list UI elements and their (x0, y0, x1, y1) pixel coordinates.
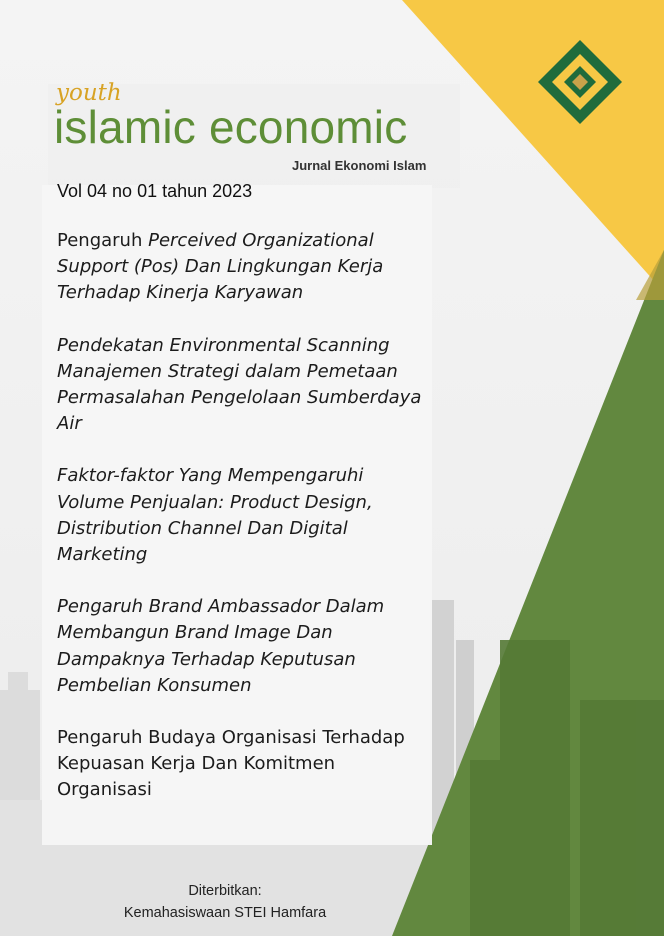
publisher-label: Diterbitkan: (188, 883, 262, 899)
journal-tagline: Jurnal Ekonomi Islam (292, 158, 427, 173)
article-title: Faktor-faktor Yang Mempengaruhi Volume Penjualan: Product Design, Distribution Channel Dan Digital Marketing (57, 465, 373, 566)
article-title: Pengaruh Budaya Organisasi Terhadap Kepuasan Kerja Dan Komitmen Organisasi (57, 727, 405, 801)
publisher-block (0, 880, 450, 924)
article-title: Pendekatan Environmental Scanning Manajemen Strategi dalam Pemetaan Permasalahan Pengelolaan Sumberdaya Air (57, 334, 422, 435)
article-list (57, 228, 427, 830)
publisher-name: Kemahasiswaan STEI Hamfara (123, 905, 327, 921)
volume-info: Vol 04 no 01 tahun 2023 (57, 181, 253, 201)
brand-title: islamic economic (54, 101, 408, 153)
article-title: Pengaruh Brand Ambassador Dalam Membangun Brand Image Dan Dampaknya Terhadap Keputusan Pembelian Konsumen (57, 596, 385, 696)
article-title: Pengaruh Perceived Organizational Support (Pos) Dan Lingkungan Kerja Terhadap Kinerja Karyawan (57, 230, 384, 304)
brand-small: youth (56, 80, 122, 106)
diamond-logo-icon (536, 38, 624, 126)
